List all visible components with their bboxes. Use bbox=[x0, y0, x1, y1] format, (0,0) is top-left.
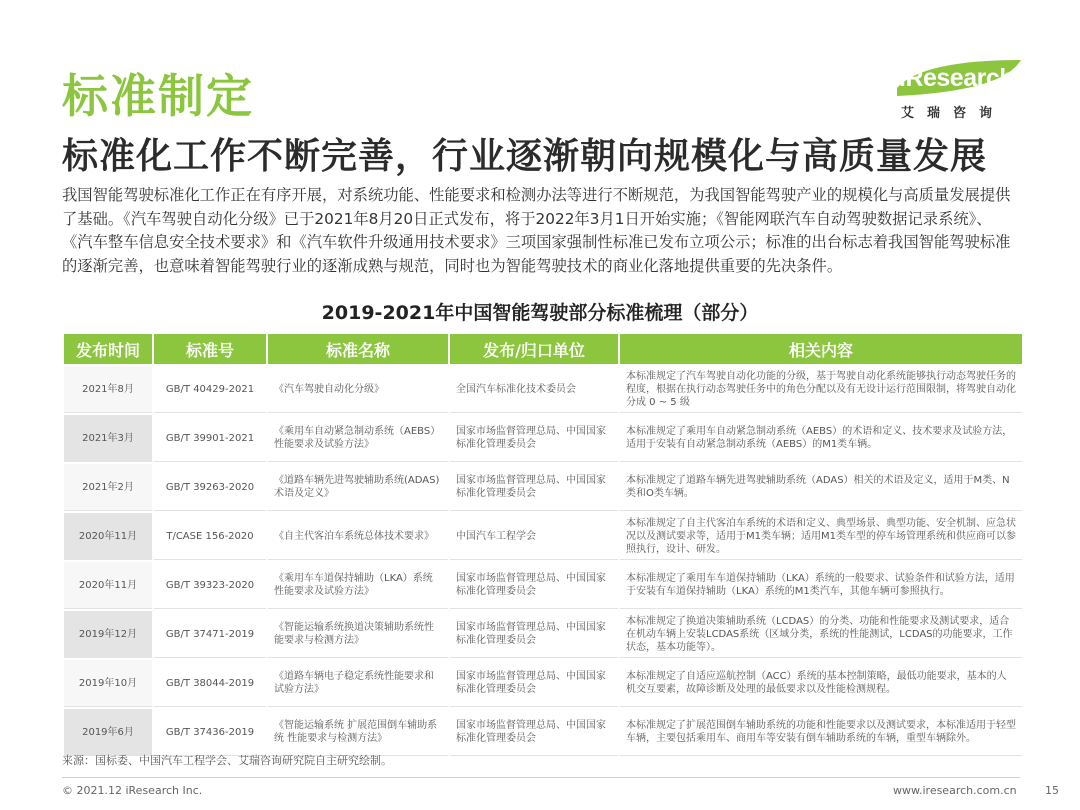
cell-unit: 国家市场监督管理总局、中国国家标准化管理委员会 bbox=[450, 464, 618, 511]
footer-url[interactable]: www.iresearch.com.cn bbox=[893, 784, 1017, 797]
cell-date: 2019年12月 bbox=[64, 611, 152, 658]
page-title: 标准制定 bbox=[62, 69, 254, 123]
cell-content: 本标准规定了道路车辆先进驾驶辅助系统（ADAS）相关的术语及定义，适用于M类、N类和O类车辆。 bbox=[620, 464, 1022, 511]
cell-name: 《智能运输系统 扩展范围倒车辅助系统 性能要求与检测方法》 bbox=[268, 709, 448, 756]
cell-name: 《自主代客泊车系统总体技术要求》 bbox=[268, 513, 448, 560]
iresearch-logo bbox=[893, 58, 1028, 122]
table-row bbox=[64, 415, 1022, 462]
page-number: 15 bbox=[1045, 784, 1059, 797]
cell-date: 2020年11月 bbox=[64, 562, 152, 609]
cell-date: 2021年8月 bbox=[64, 366, 152, 413]
cell-date: 2019年6月 bbox=[64, 709, 152, 756]
cell-name: 《道路车辆先进驾驶辅助系统(ADAS)术语及定义》 bbox=[268, 464, 448, 511]
table-row bbox=[64, 366, 1022, 413]
col-header-unit: 发布/归口单位 bbox=[450, 334, 618, 364]
cell-code: GB/T 38044-2019 bbox=[154, 660, 266, 707]
cell-unit: 国家市场监督管理总局、中国国家标准化管理委员会 bbox=[450, 611, 618, 658]
cell-unit: 国家市场监督管理总局、中国国家标准化管理委员会 bbox=[450, 709, 618, 756]
cell-name: 《汽车驾驶自动化分级》 bbox=[268, 366, 448, 413]
standards-table bbox=[62, 332, 1024, 758]
table-header-row bbox=[64, 334, 1022, 364]
cell-code: GB/T 39901-2021 bbox=[154, 415, 266, 462]
cell-name: 《乘用车自动紧急制动系统（AEBS）性能要求及试验方法》 bbox=[268, 415, 448, 462]
footer-divider bbox=[62, 777, 1020, 778]
cell-content: 本标准规定了换道决策辅助系统（LCDAS）的分类、功能和性能要求及测试要求，适合在机动车辆上安装LCDAS系统（区域分类，系统的性能测试，LCDAS的功能要求，工作状态，基本功能等）。 bbox=[620, 611, 1022, 658]
cell-date: 2021年2月 bbox=[64, 464, 152, 511]
source-note: 来源：国标委、中国汽车工程学会、艾瑞咨询研究院自主研究绘制。 bbox=[62, 754, 392, 767]
cell-unit: 全国汽车标准化技术委员会 bbox=[450, 366, 618, 413]
cell-code: GB/T 39263-2020 bbox=[154, 464, 266, 511]
col-header-code: 标准号 bbox=[154, 334, 266, 364]
cell-code: T/CASE 156-2020 bbox=[154, 513, 266, 560]
footer-copyright: © 2021.12 iResearch Inc. bbox=[62, 784, 203, 797]
cell-unit: 国家市场监督管理总局、中国国家标准化管理委员会 bbox=[450, 660, 618, 707]
table-row bbox=[64, 709, 1022, 756]
intro-paragraph: 我国智能驾驶标准化工作正在有序开展，对系统功能、性能要求和检测办法等进行不断规范，为我国智能驾驶产业的规模化与高质量发展提供了基础。《汽车驾驶自动化分级》已于2021年8月20日正式发布，将于2022年3月1日开始实施；《智能网联汽车自动驾驶数据记录系统》、《汽车整车信息安全技术要求》和《汽车软件升级通用技术要求》三项国家强制性标准已发布立项公示；标准的出台标志着我国智能驾驶标准的逐渐完善，也意味着智能驾驶行业的逐渐成熟与规范，同时也为智能驾驶技术的商业化落地提供重要的先决条件。 bbox=[62, 186, 1011, 275]
table-row bbox=[64, 464, 1022, 511]
page-subtitle: 标准化工作不断完善，行业逐渐朝向规模化与高质量发展 bbox=[62, 136, 988, 177]
cell-name: 《智能运输系统换道决策辅助系统性能要求与检测方法》 bbox=[268, 611, 448, 658]
cell-date: 2019年10月 bbox=[64, 660, 152, 707]
cell-unit: 国家市场监督管理总局、中国国家标准化管理委员会 bbox=[450, 562, 618, 609]
cell-code: GB/T 39323-2020 bbox=[154, 562, 266, 609]
cell-content: 本标准规定了扩展范围倒车辅助系统的功能和性能要求以及测试要求，本标准适用于轻型车辆，主要包括乘用车、商用车等安装有倒车辅助系统的车辆，重型车辆除外。 bbox=[620, 709, 1022, 756]
cell-code: GB/T 40429-2021 bbox=[154, 366, 266, 413]
table-row bbox=[64, 660, 1022, 707]
cell-date: 2021年3月 bbox=[64, 415, 152, 462]
cell-content: 本标准规定了自主代客泊车系统的术语和定义、典型场景、典型功能、安全机制、应急状况以及测试要求等，适用于M1类车辆；适用M1类车型的停车场管理系统和供应商可以参照执行，设计、研发。 bbox=[620, 513, 1022, 560]
cell-code: GB/T 37471-2019 bbox=[154, 611, 266, 658]
logo-cn-text: 艾瑞咨询 bbox=[901, 106, 1006, 121]
table-row bbox=[64, 611, 1022, 658]
table-row bbox=[64, 562, 1022, 609]
cell-content: 本标准规定了乘用车车道保持辅助（LKA）系统的一般要求、试验条件和试验方法，适用于安装有车道保持辅助（LKA）系统的M1类汽车，其他车辆可参照执行。 bbox=[620, 562, 1022, 609]
logo-brand-text: iResearch bbox=[899, 64, 1015, 92]
cell-content: 本标准规定了乘用车自动紧急制动系统（AEBS）的术语和定义、技术要求及试验方法，适用于安装有自动紧急制动系统（AEBS）的M1类车辆。 bbox=[620, 415, 1022, 462]
cell-name: 《道路车辆电子稳定系统性能要求和试验方法》 bbox=[268, 660, 448, 707]
cell-content: 本标准规定了自适应巡航控制（ACC）系统的基本控制策略，最低功能要求，基本的人机交互要素，故障诊断及处理的最低要求以及性能检测规程。 bbox=[620, 660, 1022, 707]
cell-unit: 中国汽车工程学会 bbox=[450, 513, 618, 560]
col-header-date: 发布时间 bbox=[64, 334, 152, 364]
cell-content: 本标准规定了汽车驾驶自动化功能的分级，基于驾驶自动化系统能够执行动态驾驶任务的程度，根据在执行动态驾驶任务中的角色分配以及有无设计运行范围限制，将驾驶自动化分成 0 ~ 5 级 bbox=[620, 366, 1022, 413]
col-header-content: 相关内容 bbox=[620, 334, 1022, 364]
col-header-name: 标准名称 bbox=[268, 334, 448, 364]
cell-code: GB/T 37436-2019 bbox=[154, 709, 266, 756]
cell-date: 2020年11月 bbox=[64, 513, 152, 560]
cell-unit: 国家市场监督管理总局、中国国家标准化管理委员会 bbox=[450, 415, 618, 462]
cell-name: 《乘用车车道保持辅助（LKA）系统性能要求及试验方法》 bbox=[268, 562, 448, 609]
table-title: 2019-2021年中国智能驾驶部分标准梳理（部分） bbox=[321, 302, 759, 324]
table-row bbox=[64, 513, 1022, 560]
